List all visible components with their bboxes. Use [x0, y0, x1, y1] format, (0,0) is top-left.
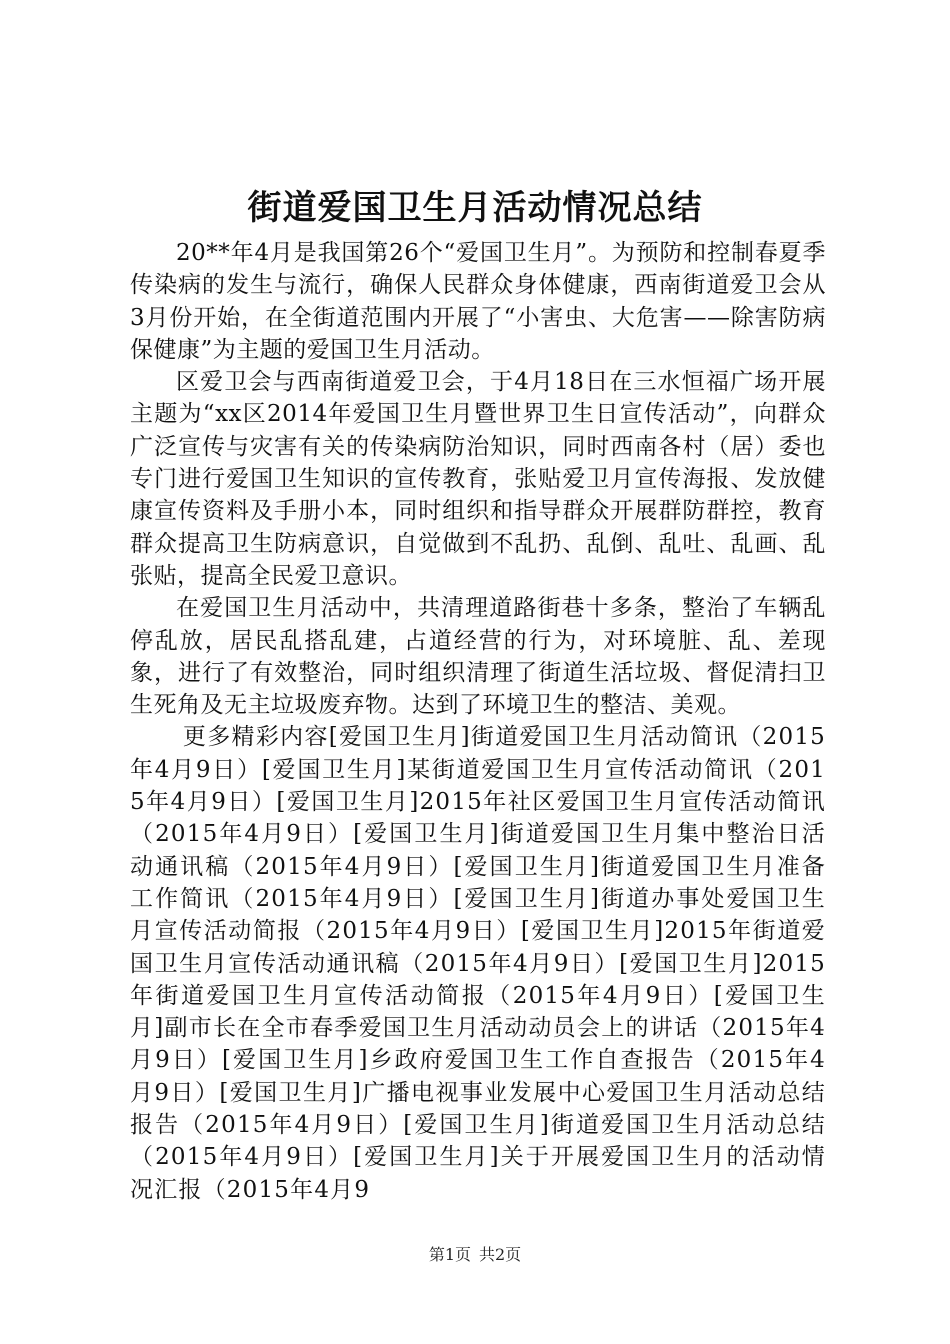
paragraph-cleanup: 在爱国卫生月活动中，共清理道路街巷十多条，整治了车辆乱停乱放，居民乱搭乱建，占道经营的行为，对环境脏、乱、差现象，进行了有效整治，同时组织清理了街道生活垃圾、督促清扫卫生死角及无主垃圾废弃物。达到了环境卫生的整洁、美观。 — [130, 595, 826, 719]
page-number: 第1页 — [428, 1245, 471, 1264]
paragraph-publicity: 区爱卫会与西南街道爱卫会，于4月18日在三水恒福广场开展主题为“xx区2014年爱国卫生月暨世界卫生日宣传活动”，向群众广泛宣传与灾害有关的传染病防治知识，同时西南各村（居）委也专门进行爱国卫生知识的宣传教育，张贴爱卫月宣传海报、发放健康宣传资料及手册小本，同时组织和指导群众开展群防群控，教育群众提高卫生防病意识，自觉做到不乱扔、乱倒、乱吐、乱画、乱张贴，提高全民爱卫意识。 — [130, 369, 826, 589]
paragraph-intro: 20**年4月是我国第26个“爱国卫生月”。为预防和控制春夏季传染病的发生与流行，确保人民群众身体健康，西南街道爱卫会从3月份开始，在全街道范围内开展了“小害虫、大危害——除害防病保健康”为主题的爱国卫生月活动。 — [130, 240, 826, 363]
page-total: 共2页 — [479, 1245, 522, 1264]
document-body — [130, 237, 826, 1206]
more-content-list: 更多精彩内容[爱国卫生月]街道爱国卫生月活动简讯（2015年4月9日）[爱国卫生月]某街道爱国卫生月宣传活动简讯（2015年4月9日）[爱国卫生月]2015年社区爱国卫生月宣传活动简讯（2015年4月9日）[爱国卫生月]街道爱国卫生月集中整治日活动通讯稿（2015年4月9日）[爱国卫生月]街道爱国卫生月准备工作简讯（2015年4月9日）[爱国卫生月]街道办事处爱国卫生月宣传活动简报（2015年4月9日）[爱国卫生月]2015年街道爱国卫生月宣传活动通讯稿（2015年4月9日）[爱国卫生月]2015年街道爱国卫生月宣传活动简报（2015年4月9日）[爱国卫生月]副市长在全市春季爱国卫生月活动动员会上的讲话（2015年4月9日）[爱国卫生月]乡政府爱国卫生工作自查报告（2015年4月9日）[爱国卫生月]广播电视事业发展中心爱国卫生月活动总结报告（2015年4月9日）[爱国卫生月]街道爱国卫生月活动总结（2015年4月9日）[爱国卫生月]关于开展爱国卫生月的活动情况汇报（2015年4月9 — [130, 724, 826, 1203]
document-title: 街道爱国卫生月活动情况总结 — [247, 188, 703, 228]
page-footer — [0, 1244, 950, 1266]
